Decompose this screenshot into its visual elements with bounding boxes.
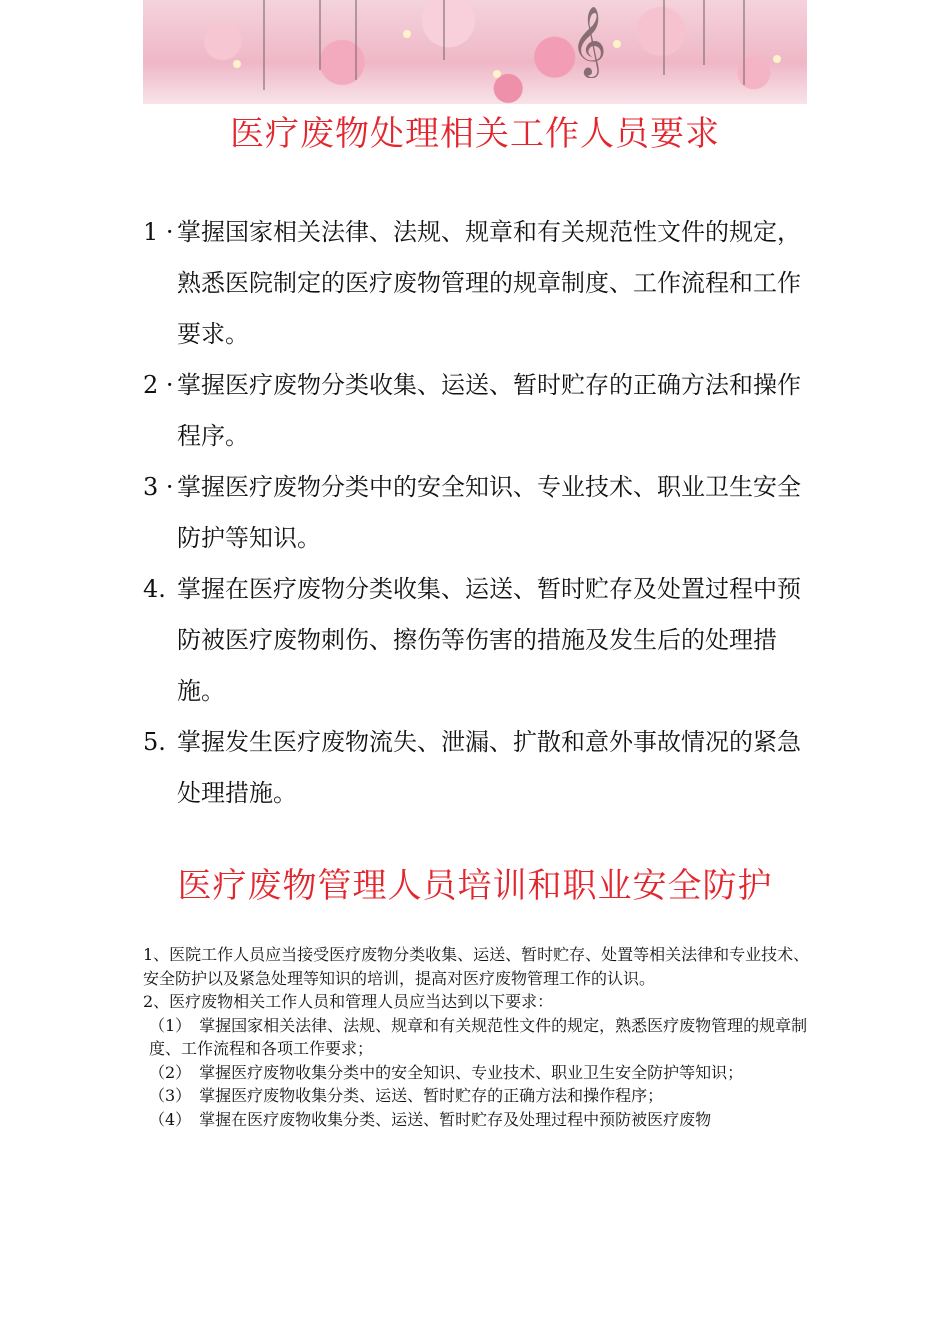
- treble-clef-icon: 𝄞: [571, 6, 607, 76]
- sub-item: （1） 掌握国家相关法律、法规、规章和有关规范性文件的规定，熟悉医疗废物管理的规章制度、工作流程和各项工作要求；: [149, 1015, 808, 1058]
- section-title: 医疗废物管理人员培训和职业安全防护: [177, 866, 773, 906]
- list-item: 3 · 掌握医疗废物分类中的安全知识、专业技术、职业卫生安全防护等知识。: [143, 473, 801, 552]
- list-item: 2 · 掌握医疗废物分类收集、运送、暂时贮存的正确方法和操作程序。: [143, 371, 801, 450]
- page-title: 医疗废物处理相关工作人员要求: [230, 114, 720, 154]
- paragraph: 2、医疗废物相关工作人员和管理人员应当达到以下要求：: [143, 992, 554, 1011]
- paragraph: 1、医院工作人员应当接受医疗废物分类收集、运送、暂时贮存、处置等相关法律和专业技术、安全防护以及紧急处理等知识的培训，提高对医疗废物管理工作的认识。: [143, 945, 810, 988]
- decorative-banner-image: [143, 0, 807, 104]
- requirements-list: [143, 207, 803, 819]
- training-section: [143, 943, 811, 1131]
- sub-item: （2） 掌握医疗废物收集分类中的安全知识、专业技术、职业卫生安全防护等知识；: [149, 1062, 744, 1082]
- sub-item: （3） 掌握医疗废物收集分类、运送、暂时贮存的正确方法和操作程序；: [149, 1086, 664, 1105]
- list-item: 5. 掌握发生医疗废物流失、泄漏、扩散和意外事故情况的紧急处理措施。: [143, 728, 801, 807]
- list-item: 4. 掌握在医疗废物分类收集、运送、暂时贮存及处置过程中预防被医疗废物刺伤、擦伤等伤害的措施及发生后的处理措施。: [143, 575, 801, 705]
- sub-item: （4） 掌握在医疗废物收集分类、运送、暂时贮存及处理过程中预防被医疗废物: [149, 1109, 712, 1129]
- list-item: 1 · 掌握国家相关法律、法规、规章和有关规范性文件的规定，熟悉医院制定的医疗废物管理的规章制度、工作流程和工作要求。: [143, 218, 801, 348]
